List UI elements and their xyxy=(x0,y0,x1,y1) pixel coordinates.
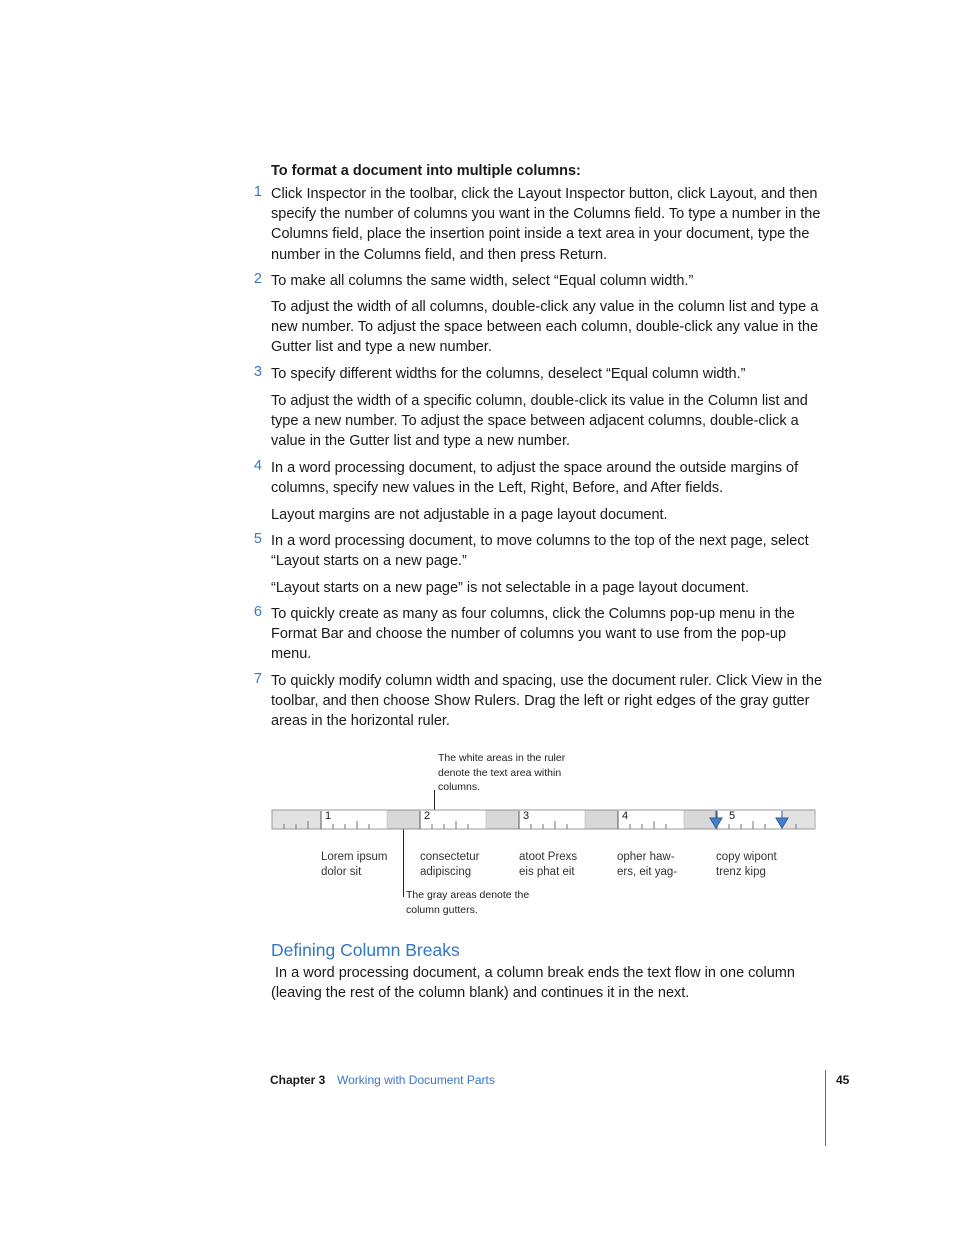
step-text: To specify different widths for the columns, deselect “Equal column width.” xyxy=(271,366,746,382)
ruler-number: 2 xyxy=(424,810,431,822)
column-sample: copy wipont trenz kipg xyxy=(716,851,777,878)
ruler-number: 4 xyxy=(622,810,629,822)
column-sample: atoot Prexs eis phat eit xyxy=(519,851,578,878)
figure-caption-bottom: The gray areas denote the column gutters. xyxy=(406,889,530,916)
section-title: Defining Column Breaks xyxy=(271,940,460,960)
step-number: 6 xyxy=(253,604,262,620)
ruler-gutter xyxy=(387,811,420,829)
step-note: “Layout starts on a new page” is not selectable in a page layout document. xyxy=(271,580,749,596)
procedure-heading: To format a document into multiple columns: xyxy=(271,163,581,179)
footer-chapter-title[interactable]: Working with Document Parts xyxy=(337,1073,495,1087)
step-number: 7 xyxy=(253,671,262,687)
step-note: To adjust the width of a specific column, double-click its value in the Column list and type a new number. To adjust the space between adjacent columns, double-click a value in the Gutter list and type a new number. xyxy=(271,393,808,450)
ruler-number: 3 xyxy=(523,810,530,822)
step-text: To quickly create as many as four columns, click the Columns pop-up menu in the Format Bar and choose the number of columns you want to use from the pop-up menu. xyxy=(271,606,795,663)
figure-caption-top: The white areas in the ruler denote the text area within columns. xyxy=(438,752,566,793)
step-text: In a word processing document, to move columns to the top of the next page, select “Layout starts on a new page.” xyxy=(271,533,809,570)
step-note: Layout margins are not adjustable in a page layout document. xyxy=(271,507,668,523)
page-number: 45 xyxy=(836,1073,850,1087)
footer-divider xyxy=(825,1070,826,1146)
footer-chapter: Chapter 3 xyxy=(270,1073,326,1087)
column-sample: Lorem ipsum dolor sit xyxy=(321,851,388,878)
ruler-number: 5 xyxy=(729,810,736,822)
column-sample: consectetur adipiscing xyxy=(420,851,480,878)
step-number: 4 xyxy=(253,458,262,474)
step-number: 5 xyxy=(253,531,262,547)
step-number: 3 xyxy=(253,364,262,380)
step-text: In a word processing document, to adjust the space around the outside margins of columns, specify new values in the Left, Right, Before, and After fields. xyxy=(271,460,799,497)
ruler-number: 1 xyxy=(325,810,332,822)
step-number: 2 xyxy=(253,271,262,287)
step-text: To quickly modify column width and spacing, use the document ruler. Click View in the toolbar, and then choose Show Rulers. Drag the left or right edges of the gray gutter areas in the horizontal ruler. xyxy=(271,673,823,730)
section-body: In a word processing document, a column break ends the text flow in one column (leaving the rest of the column blank) and continues it in the next. xyxy=(271,965,799,1002)
column-sample: opher haw- ers, eit yag- xyxy=(617,851,678,878)
ruler-gutter xyxy=(486,811,519,829)
ruler-gutter xyxy=(585,811,618,829)
step-text: Click Inspector in the toolbar, click the Layout Inspector button, click Layout, and then specify the number of columns you want in the Columns field. To type a number in the Columns field, place the insertion point inside a text area in your document, type the number in the Columns field, and then press Return. xyxy=(271,186,821,263)
step-text: To make all columns the same width, select “Equal column width.” xyxy=(271,273,694,289)
step-number: 1 xyxy=(253,184,262,200)
step-note: To adjust the width of all columns, double-click any value in the column list and type a new number. To adjust the space between each column, double-click any value in the Gutter list and type a new number. xyxy=(271,299,819,356)
